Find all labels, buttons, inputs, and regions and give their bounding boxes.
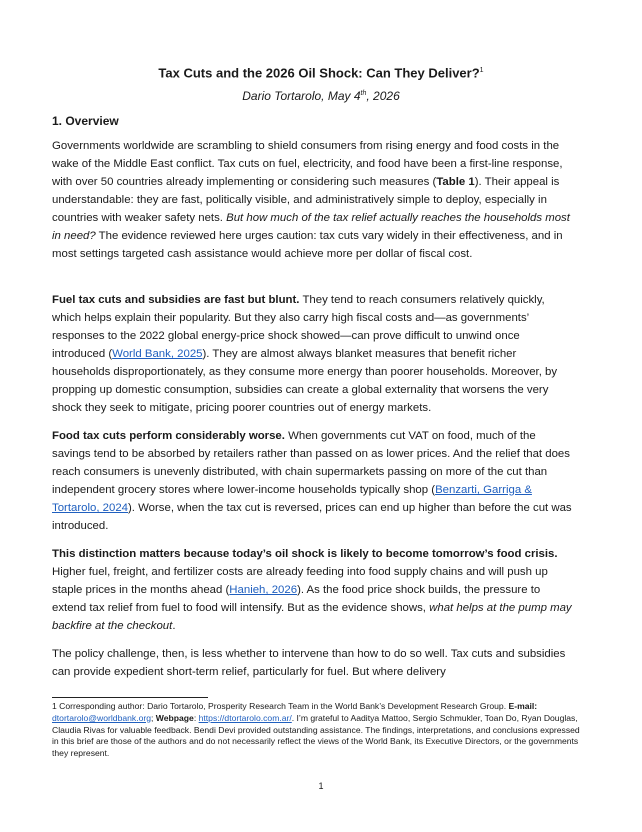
footnote-text-a: 1 Corresponding author: Dario Tortarolo, Prosperity Research Team in the World Bank’s Development Research Group. (52, 701, 509, 711)
footnote-webpage-label: Webpage (155, 712, 194, 723)
citation-link-world-bank[interactable]: World Bank, 2025 (112, 348, 203, 360)
paragraph-policy (52, 645, 574, 681)
p3-lead: Food tax cuts perform considerably worse. (52, 430, 285, 442)
paragraph-overview (52, 137, 574, 263)
footnote-colon: : (193, 712, 199, 723)
footnote-separator: ; (151, 712, 156, 723)
p4-text-b: ). As the food price shock builds, the pressure to extend tax relief from fuel to food will intensify. But as the evidence shows, (52, 584, 541, 614)
byline-date-suffix: th (360, 90, 367, 97)
footnote-text-b: . I’m grateful to Aaditya Mattoo, Sergio Schmukler, Toan Do, Ryan Douglas, Claudia Rivas for valuable feedback. Bendi Devi provided outstanding assistance. The findings, interpretations, and conclusions expressed in this brief are those of the authors and do not necessarily reflect the views of the World Bank, its Executive Directors, or the governments they represent. (52, 712, 580, 759)
email-link[interactable]: dtortarolo@worldbank.org (52, 712, 152, 723)
paragraph-fuel (52, 291, 574, 417)
p1-text-a: Governments worldwide are scrambling to shield consumers from rising energy and food costs in the wake of the Middle East conflict. Tax cuts on fuel, electricity, and food have been a first-line response, with over 50 countries already implementing or considering such measures ( (52, 140, 563, 188)
p4-text-c: . (172, 620, 176, 632)
p4-text-a: Higher fuel, freight, and fertilizer costs are already feeding into food supply chains and will push up staple prices in the months ahead ( (52, 566, 548, 596)
p3-text-a: When governments cut VAT on food, much of the savings tend to be absorbed by retailers rather than passed on as lower prices. And the relief that does reach consumers is unevenly distributed, with chain supermarkets passing on more of the cut than independent grocery stores where lower-income households typically shop ( (52, 430, 570, 496)
footnote-marker[interactable]: 1 (479, 67, 484, 74)
p4-lead: This distinction matters because today’s oil shock is likely to become tomorrow’s food crisis. (52, 548, 558, 560)
paragraph-food (52, 427, 574, 535)
title-text: Tax Cuts and the 2026 Oil Shock: Can They Deliver? (158, 65, 480, 81)
document-title (0, 63, 642, 81)
citation-link-hanieh[interactable]: Hanieh, 2026 (229, 584, 298, 596)
citation-link-benzarti[interactable]: Benzarti, Garriga & Tortarolo, 2024 (52, 484, 532, 514)
footnote-email-label: E-mail: (508, 701, 538, 711)
p2-text-b: ). They are almost always blanket measures that benefit richer households disproportionately, as they consume more energy than poorer households. Moreover, by propping up domestic consumption, subsidies can create a global externality that worsens the very shock they seek to mitigate, pricing poorer countries out of energy markets. (52, 348, 558, 414)
p1-text-c: The evidence reviewed here urges caution: tax cuts vary widely in their effectiveness, and in most settings targeted cash assistance would achieve more per dollar of fiscal cost. (52, 230, 563, 260)
p2-text-a: They tend to reach consumers relatively quickly, which helps explain their popularity. But they also carry high fiscal costs and—as governments’ responses to the 2022 global energy-price shock showed—can prove difficult to unwind once introduced ( (52, 294, 545, 360)
p4-emphasis: what helps at the pump may backfire at the checkout (52, 602, 572, 632)
footnote-divider (52, 697, 208, 698)
section-heading: 1. Overview (52, 114, 119, 128)
table-reference: Table 1 (436, 176, 475, 188)
p1-text-b: ). Their appeal is understandable: they are fast, politically visible, and administratively simple to deploy, especially in countries with weaker safety nets. (52, 176, 560, 224)
p5-text: The policy challenge, then, is less whether to intervene than how to do so well. Tax cuts and subsidies can provide expedient short-term relief, particularly for fuel. But where delivery (52, 648, 566, 678)
webpage-link[interactable]: https://dtortarolo.com.ar/ (198, 712, 292, 723)
footnote (52, 701, 588, 760)
byline-author-date: Dario Tortarolo, May 4 (242, 89, 361, 103)
p2-lead: Fuel tax cuts and subsidies are fast but blunt. (52, 294, 300, 306)
p1-question: But how much of the tax relief actually reaches the households most in need? (52, 212, 570, 242)
author-byline (0, 86, 642, 104)
paragraph-distinction (52, 545, 574, 635)
p3-text-b: ). Worse, when the tax cut is reversed, prices can end up higher than before the cut was introduced. (52, 502, 572, 532)
byline-year: , 2026 (366, 89, 400, 103)
page-number: 1 (318, 781, 324, 791)
